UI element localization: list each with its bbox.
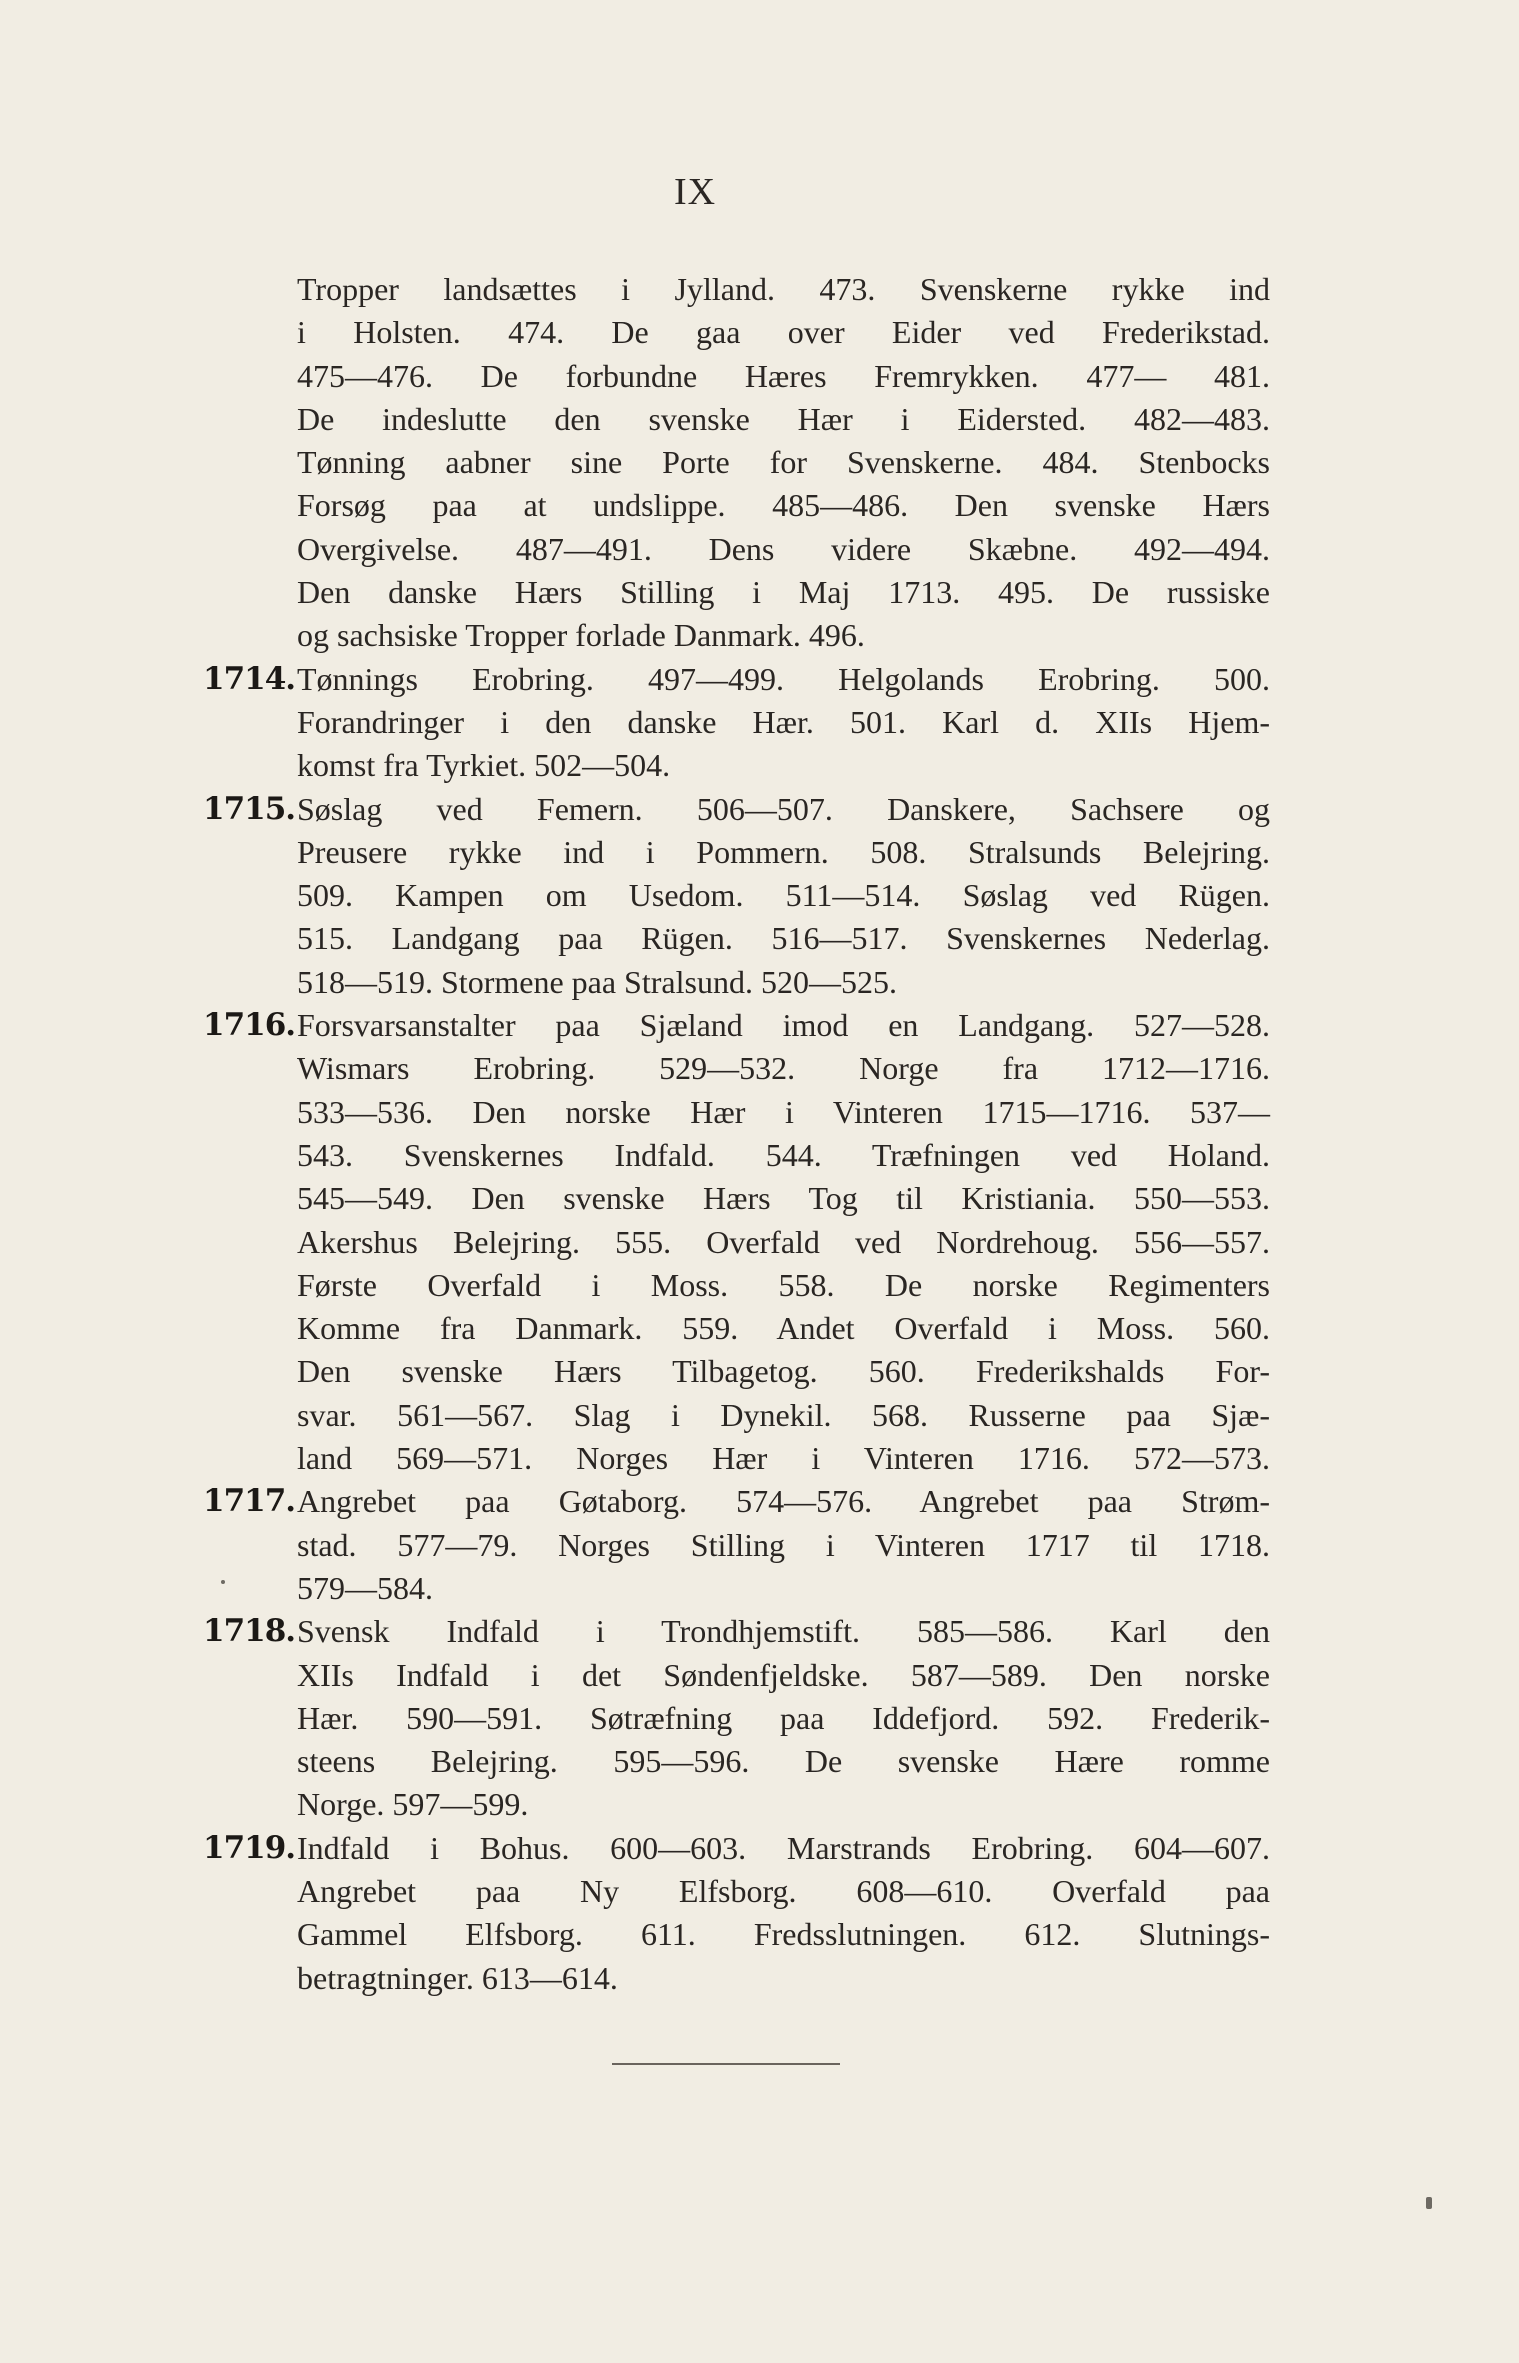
table-of-contents	[190, 268, 1270, 2000]
toc-line: Angrebet paa Gøtaborg. 574—576. Angrebet paa Strøm-	[297, 1483, 1270, 1520]
page-number: IX	[673, 171, 717, 213]
toc-line: Forandringer i den danske Hær. 501. Karl d. XIIs Hjem-	[297, 703, 1270, 740]
toc-line: Preusere rykke ind i Pommern. 508. Stralsunds Belejring.	[297, 833, 1270, 870]
toc-line: Tropper landsættes i Jylland. 473. Svenskerne rykke ind	[297, 271, 1270, 307]
year-label: 1718.	[203, 1613, 296, 1650]
toc-line: og sachsiske Tropper forlade Danmark. 496.	[297, 617, 865, 654]
toc-entry-1716	[190, 1004, 1270, 1480]
toc-entry-1713-continued	[190, 268, 1270, 658]
toc-line: Forsøg paa at undslippe. 485—486. Den svenske Hærs	[297, 487, 1270, 524]
toc-line: De indeslutte den svenske Hær i Eidersted. 482—483.	[297, 400, 1270, 437]
toc-line: 545—549. Den svenske Hærs Tog til Kristiania. 550—553.	[297, 1180, 1270, 1217]
toc-line: 543. Svenskernes Indfald. 544. Træfningen ved Holand.	[297, 1136, 1270, 1173]
toc-line: 518—519. Stormene paa Stralsund. 520—525.	[297, 963, 897, 1000]
toc-line: svar. 561—567. Slag i Dynekil. 568. Russerne paa Sjæ-	[297, 1396, 1270, 1433]
toc-line: Tønning aabner sine Porte for Svenskerne. 484. Stenbocks	[297, 444, 1270, 481]
print-speck	[1426, 2197, 1432, 2209]
year-label: 1714.	[203, 660, 296, 697]
toc-line: Svensk Indfald i Trondhjemstift. 585—586. Karl den	[297, 1613, 1270, 1650]
toc-line: Komme fra Danmark. 559. Andet Overfald i Moss. 560.	[297, 1310, 1270, 1347]
toc-entry-1715	[190, 788, 1270, 1004]
toc-line: Tønnings Erobring. 497—499. Helgolands Erobring. 500.	[297, 660, 1270, 697]
toc-line: komst fra Tyrkiet. 502—504.	[297, 747, 671, 784]
toc-line: Søslag ved Femern. 506—507. Danskere, Sachsere og	[297, 790, 1270, 827]
toc-line: Gammel Elfsborg. 611. Fredsslutningen. 612. Slutnings-	[297, 1916, 1270, 1953]
toc-line: Akershus Belejring. 555. Overfald ved Nordrehoug. 556—557.	[297, 1223, 1270, 1260]
toc-line: Overgivelse. 487—491. Dens videre Skæbne. 492—494.	[297, 530, 1270, 567]
toc-line: Angrebet paa Ny Elfsborg. 608—610. Overfald paa	[297, 1872, 1270, 1909]
toc-line: Norge. 597—599.	[297, 1786, 529, 1823]
toc-line: betragtninger. 613—614.	[297, 1959, 618, 1996]
toc-line: Den svenske Hærs Tilbagetog. 560. Frederikshalds For-	[297, 1353, 1270, 1390]
toc-line: Forsvarsanstalter paa Sjæland imod en Landgang. 527—528.	[297, 1007, 1270, 1044]
toc-line: Indfald i Bohus. 600—603. Marstrands Erobring. 604—607.	[297, 1829, 1270, 1866]
toc-line: 533—536. Den norske Hær i Vinteren 1715—1716. 537—	[297, 1093, 1270, 1130]
toc-entry-1719	[190, 1827, 1270, 2000]
toc-entry-1717	[190, 1480, 1270, 1610]
toc-entry-1718	[190, 1610, 1270, 1826]
toc-line: 509. Kampen om Usedom. 511—514. Søslag ved Rügen.	[297, 877, 1270, 914]
toc-line: stad. 577—79. Norges Stilling i Vinteren 1717 til 1718.	[297, 1526, 1270, 1563]
toc-line: Første Overfald i Moss. 558. De norske Regimenters	[297, 1266, 1270, 1303]
toc-line: 579—584.	[297, 1569, 433, 1606]
print-speck	[221, 1580, 225, 1584]
toc-line: XIIs Indfald i det Søndenfjeldske. 587—589. Den norske	[297, 1656, 1270, 1693]
toc-line: 515. Landgang paa Rügen. 516—517. Svenskernes Nederlag.	[297, 920, 1270, 957]
year-label: 1717.	[203, 1483, 296, 1520]
toc-line: i Holsten. 474. De gaa over Eider ved Frederikstad.	[297, 314, 1270, 351]
toc-line: Wismars Erobring. 529—532. Norge fra 1712—1716.	[297, 1050, 1270, 1087]
toc-line: steens Belejring. 595—596. De svenske Hære romme	[297, 1743, 1270, 1780]
year-label: 1715.	[203, 790, 296, 827]
toc-line: Den danske Hærs Stilling i Maj 1713. 495. De russiske	[297, 574, 1270, 611]
year-label: 1719.	[203, 1829, 296, 1866]
end-rule-divider	[612, 2063, 840, 2065]
toc-line: land 569—571. Norges Hær i Vinteren 1716. 572—573.	[297, 1440, 1270, 1477]
year-label: 1716.	[203, 1007, 296, 1044]
toc-entry-1714	[190, 658, 1270, 788]
toc-line: 475—476. De forbundne Hæres Fremrykken. 477— 481.	[297, 357, 1270, 394]
toc-line: Hær. 590—591. Søtræfning paa Iddefjord. 592. Frederik-	[297, 1699, 1270, 1736]
